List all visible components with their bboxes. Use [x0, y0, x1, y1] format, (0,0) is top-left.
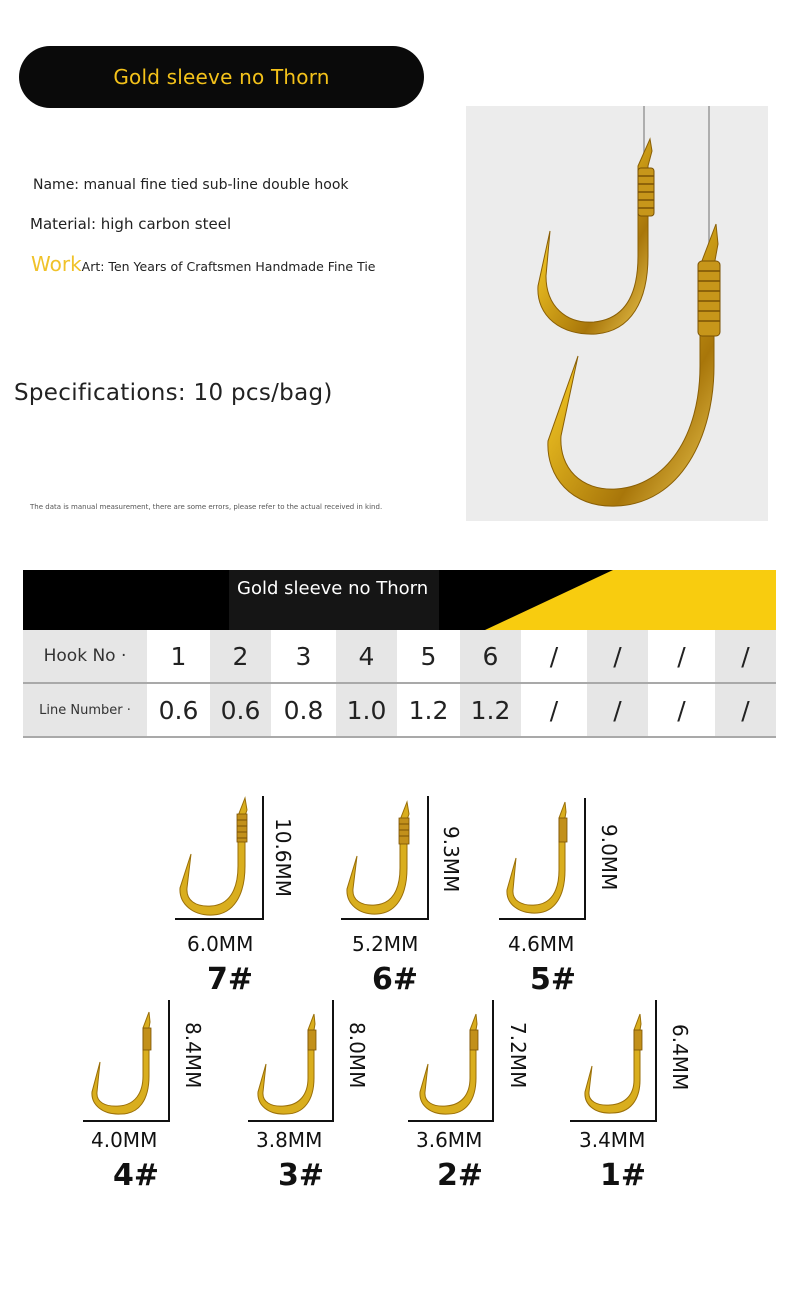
hook-no-cell: 5 — [397, 630, 460, 682]
product-name: Name: manual fine tied sub-line double hook — [33, 177, 349, 193]
hook-height-label: 6.4MM — [668, 1024, 692, 1091]
hook-no-cell: 3 — [271, 630, 336, 682]
product-work — [31, 252, 376, 276]
hook-height-label: 8.0MM — [345, 1022, 369, 1089]
line-number-cell: / — [587, 684, 648, 736]
work-word: Work — [31, 252, 82, 276]
dimension-frame — [570, 1000, 657, 1122]
dimension-frame — [341, 796, 429, 920]
table-title: Gold sleeve no Thorn — [229, 570, 439, 630]
hook-number-label: 5# — [530, 962, 577, 997]
line-number-cell: 0.6 — [210, 684, 271, 736]
work-rest: Art: Ten Years of Craftsmen Handmade Fine Tie — [81, 259, 376, 274]
hook-no-label: Hook No · — [23, 630, 147, 682]
line-number-cell: 0.6 — [147, 684, 210, 736]
hook-no-row — [23, 630, 776, 684]
dimension-frame — [175, 796, 264, 920]
measurement-note: The data is manual measurement, there are some errors, please refer to the actual received in kind. — [30, 503, 383, 511]
hook-number-label: 2# — [437, 1158, 484, 1193]
hook-height-label: 7.2MM — [506, 1022, 530, 1089]
dimension-frame — [83, 1000, 170, 1122]
hook-width-label: 6.0MM — [187, 932, 254, 956]
hook-size-chart — [0, 790, 790, 1210]
hook-height-label: 10.6MM — [271, 818, 295, 898]
product-material: Material: high carbon steel — [30, 215, 232, 233]
hook-number-label: 4# — [113, 1158, 160, 1193]
hook-number-label: 1# — [600, 1158, 647, 1193]
hook-no-cell: / — [715, 630, 776, 682]
hook-no-cell: / — [521, 630, 587, 682]
line-number-cell: 1.2 — [460, 684, 521, 736]
product-photo — [466, 106, 768, 521]
hook-width-label: 3.8MM — [256, 1128, 323, 1152]
spec-table — [23, 570, 776, 738]
hook-width-label: 4.6MM — [508, 932, 575, 956]
hook-number-label: 7# — [207, 962, 254, 997]
line-number-label: Line Number · — [23, 684, 147, 736]
line-number-cell: / — [715, 684, 776, 736]
line-number-row — [23, 684, 776, 738]
hook-no-cell: / — [648, 630, 715, 682]
hook-height-label: 9.3MM — [439, 826, 463, 893]
hook-height-label: 9.0MM — [597, 824, 621, 891]
hook-no-cell: / — [587, 630, 648, 682]
line-number-cell: / — [648, 684, 715, 736]
title-pill-text: Gold sleeve no Thorn — [113, 65, 330, 89]
hook-number-label: 3# — [278, 1158, 325, 1193]
dimension-frame — [248, 1000, 334, 1122]
specifications: Specifications: 10 pcs/bag) — [14, 380, 333, 406]
hook-no-cell: 1 — [147, 630, 210, 682]
line-number-cell: 1.0 — [336, 684, 397, 736]
hook-width-label: 3.4MM — [579, 1128, 646, 1152]
line-number-cell: 0.8 — [271, 684, 336, 736]
hook-number-label: 6# — [372, 962, 419, 997]
hook-no-cell: 6 — [460, 630, 521, 682]
dimension-frame — [408, 1000, 494, 1122]
hook-no-cell: 4 — [336, 630, 397, 682]
line-number-cell: 1.2 — [397, 684, 460, 736]
title-pill — [19, 46, 424, 108]
double-hook-image — [466, 106, 768, 521]
hook-width-label: 4.0MM — [91, 1128, 158, 1152]
hook-width-label: 3.6MM — [416, 1128, 483, 1152]
hook-no-cell: 2 — [210, 630, 271, 682]
hook-height-label: 8.4MM — [181, 1022, 205, 1089]
spec-table-header — [23, 570, 776, 630]
line-number-cell: / — [521, 684, 587, 736]
hook-width-label: 5.2MM — [352, 932, 419, 956]
dimension-frame — [499, 798, 586, 920]
